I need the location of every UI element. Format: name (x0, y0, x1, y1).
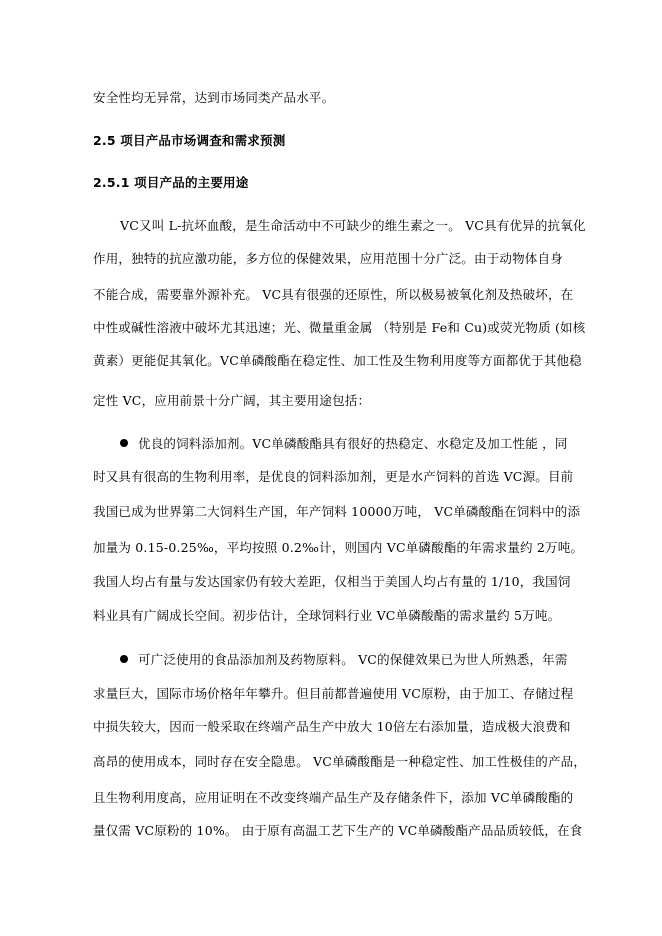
bullet-icon (120, 655, 128, 663)
bullet-text: 可广泛使用的食品添加剂及药物原料。 VC的保健效果已为世人所熟悉，年需 (138, 652, 568, 667)
paragraph-line: 料业具有广阔成长空间。初步估计，全球饲料行业 VC单磷酸酯的需求量约 5万吨。 (93, 608, 561, 623)
bullet-icon (120, 439, 128, 447)
subsection-heading: 2.5.1 项目产品的主要用途 (93, 175, 249, 190)
paragraph-line: 高昂的使用成本，同时存在安全隐患。 VC单磷酸酯是一种稳定性、加工性极佳的产品， (93, 754, 587, 769)
bullet-item (120, 652, 568, 668)
bullet-item (120, 436, 568, 452)
paragraph-line: VC又叫 L-抗坏血酸，是生命活动中不可缺少的维生素之一。 VC具有优异的抗氧化 (120, 218, 586, 233)
paragraph-line: 我国已成为世界第二大饲料生产国，年产饲料 10000万吨， VC单磷酸酯在饲料中的添 (93, 504, 581, 519)
paragraph-line: 我国人均占有量与发达国家仍有较大差距，仅相当于美国人均占有量的 1/10，我国饲 (93, 574, 571, 589)
section-heading: 2.5 项目产品市场调查和需求预测 (93, 133, 286, 148)
paragraph-line: 求量巨大，国际市场价格年年攀升。但目前都普遍使用 VC原粉，由于加工、存储过程 (93, 686, 574, 701)
paragraph-line: 量仅需 VC原粉的 10%。 由于原有高温工艺下生产的 VC单磷酸酯产品品质较低，在食 (93, 823, 583, 838)
paragraph-line: 加量为 0.15-0.25‰，平均按照 0.2‰计，则国内 VC单磷酸酯的年需求量约 2万吨。 (93, 540, 584, 555)
paragraph-line: 且生物利用度高，应用证明在不改变终端产品生产及存储条件下，添加 VC单磷酸酯的 (93, 790, 574, 805)
paragraph-line: 不能合成，需要靠外源补充。 VC具有很强的还原性，所以极易被氧化剂及热破坏，在 (93, 287, 574, 302)
paragraph-line: 定性 VC，应用前景十分广阔，其主要用途包括： (93, 393, 371, 408)
paragraph-line: 安全性均无异常，达到市场同类产品水平。 (93, 90, 335, 105)
paragraph-line: 中性或碱性溶液中破坏尤其迅速；光、微量重金属 （特别是 Fe和 Cu)或荧光物质 (如核 (93, 320, 586, 335)
paragraph-line: 中损失较大，因而一般采取在终端产品生产中放大 10倍左右添加量，造成极大浪费和 (93, 719, 571, 734)
paragraph-line: 时又具有很高的生物利用率，是优良的饲料添加剂，更是水产饲料的首选 VC源。目前 (93, 469, 574, 484)
paragraph-line: 黄素）更能促其氧化。VC单磷酸酯在稳定性、加工性及生物利用度等方面都优于其他稳 (93, 353, 582, 368)
bullet-text: 优良的饲料添加剂。VC单磷酸酯具有很好的热稳定、水稳定及加工性能 ，同 (138, 436, 568, 451)
paragraph-line: 作用，独特的抗应激功能，多方位的保健效果，应用范围十分广泛。由于动物体自身 (93, 251, 563, 266)
